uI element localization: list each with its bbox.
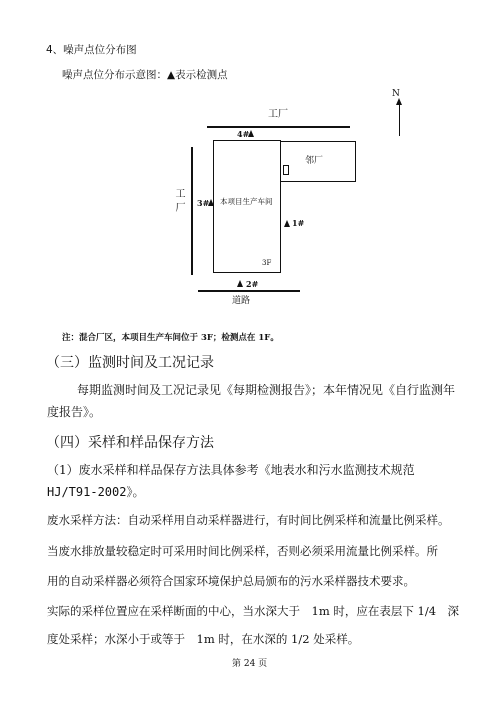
section-4-para-line4: 实际的采样位置应在采样断面的中心，当水深大于 1m 时，应在表层下 1/4 深 <box>47 604 460 618</box>
point-4-label: 4# <box>237 129 250 139</box>
road-boundary <box>198 290 300 292</box>
workshop-label: 本项目生产车间 <box>220 197 273 206</box>
section-4-item1-line2: HJ/T91-2002》。 <box>47 485 145 499</box>
heading-noise-points: 4、噪声点位分布图 <box>46 44 137 56</box>
point-1-marker <box>284 220 290 227</box>
section-4-para-line3: 用的自动采样器必须符合国家环境保护总局颁布的污水采样器技术要求。 <box>47 574 415 588</box>
factory-top-label: 工厂 <box>268 109 288 120</box>
point-3-marker <box>208 199 214 206</box>
section-4-item1-line1: （1）废水采样和样品保存方法具体参考《地表水和污水监测技术规范 <box>47 463 415 477</box>
diagram-note: 注：混合厂区，本项目生产车间位于 3F；检测点在 1F。 <box>62 333 279 343</box>
section-4-para-line1: 废水采样方法：自动采样用自动采样器进行，有时间比例采样和流量比例采样。 <box>47 513 450 527</box>
factory-top-boundary <box>207 126 350 128</box>
door-marker <box>283 165 289 175</box>
section-3-title: （三）监测时间及工况记录 <box>46 355 214 371</box>
factory-left-boundary <box>191 147 193 275</box>
point-2-marker <box>237 280 243 287</box>
road-label: 道路 <box>232 296 251 306</box>
workshop-building <box>213 140 281 273</box>
point-4-marker <box>248 130 254 137</box>
section-4-title: （四）采样和样品保存方法 <box>46 435 214 451</box>
north-arrow-shaft <box>399 104 400 136</box>
factory-left-label: 工厂 <box>173 188 184 216</box>
neighbor-factory-label: 邻厂 <box>305 156 324 166</box>
section-3-para-line2: 度报告》。 <box>47 405 102 419</box>
workshop-floor-label: 3F <box>262 259 272 267</box>
point-1-label: 1# <box>292 218 305 228</box>
point-2-label: 2# <box>246 279 259 289</box>
north-arrow-head <box>396 98 402 105</box>
page-number: 第 24 页 <box>232 659 268 669</box>
north-label: N <box>392 89 400 99</box>
point-3-label: 3# <box>197 198 210 208</box>
diagram-caption: 噪声点位分布示意图：▲表示检测点 <box>62 69 228 81</box>
section-3-para-line1: 每期监测时间及工况记录见《每期检测报告》；本年情况见《自行监测年 <box>77 383 456 397</box>
section-4-para-line2: 当废水排放量较稳定时可采用时间比例采样，否则必须采用流量比例采样。所 <box>47 544 438 558</box>
section-4-para-line5: 度处采样；水深小于或等于 1m 时，在水深的 1/2 处采样。 <box>47 632 360 646</box>
